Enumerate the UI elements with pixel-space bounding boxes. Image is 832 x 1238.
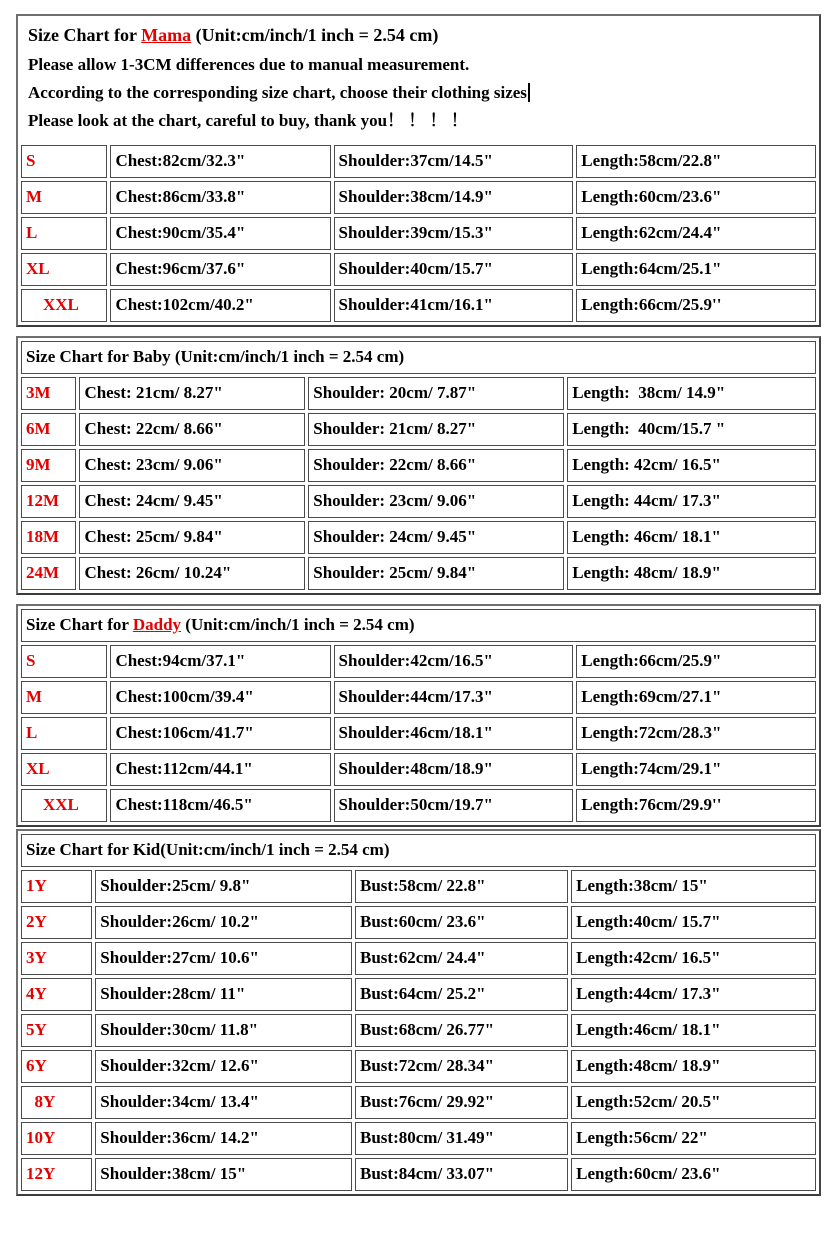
measurement-cell: Shoulder:34cm/ 13.4": [95, 1086, 352, 1119]
baby-size-table: [18, 338, 819, 593]
size-row: [21, 1086, 816, 1119]
size-row: [21, 1050, 816, 1083]
measurement-cell: Chest:100cm/39.4": [110, 681, 330, 714]
size-label-cell: 9M: [21, 449, 76, 482]
measurement-cell: Shoulder:37cm/14.5": [334, 145, 574, 178]
note-careful-to-buy: Please look at the chart, careful to buy, thank you！ ！ ！ ！: [28, 111, 468, 131]
measurement-cell: Chest:106cm/41.7": [110, 717, 330, 750]
size-chart-section-baby: [16, 336, 821, 595]
measurement-cell: Chest: 22cm/ 8.66": [79, 413, 305, 446]
measurement-cell: Chest:112cm/44.1": [110, 753, 330, 786]
size-label-cell: 12Y: [21, 1158, 92, 1191]
size-label-cell: 18M: [21, 521, 76, 554]
measurement-cell: Chest: 23cm/ 9.06": [79, 449, 305, 482]
measurement-cell: Length:46cm/ 18.1": [571, 1014, 816, 1047]
size-label-cell: 24M: [21, 557, 76, 590]
title-row: [21, 834, 816, 867]
size-row: [21, 906, 816, 939]
section-title-kid: [21, 834, 816, 867]
size-label-cell: 3M: [21, 377, 76, 410]
measurement-cell: Chest:90cm/35.4": [110, 217, 330, 250]
measurement-cell: Chest:102cm/40.2": [110, 289, 330, 322]
size-label-cell: L: [21, 717, 107, 750]
size-label-cell: XL: [21, 253, 107, 286]
title-text: Size Chart for Baby (Unit:cm/inch/1 inch = 2.54 cm): [26, 347, 405, 367]
size-label-cell: 6Y: [21, 1050, 92, 1083]
size-chart-section-kid: [16, 829, 821, 1196]
size-row: [21, 217, 816, 250]
measurement-cell: Length:40cm/ 15.7": [571, 906, 816, 939]
size-label-cell: 4Y: [21, 978, 92, 1011]
measurement-cell: Bust:76cm/ 29.92": [355, 1086, 568, 1119]
size-row: [21, 1014, 816, 1047]
size-row: [21, 521, 816, 554]
size-label-cell: XL: [21, 753, 107, 786]
size-row: [21, 978, 816, 1011]
measurement-cell: Chest: 25cm/ 9.84": [79, 521, 305, 554]
section-title-mama: [28, 24, 811, 47]
kid-size-table: [18, 831, 819, 1194]
title-text: (Unit:cm/inch/1 inch = 2.54 cm): [191, 25, 439, 45]
note-measurement-tolerance: Please allow 1-3CM differences due to manual measurement.: [28, 54, 470, 74]
measurement-cell: Length:62cm/24.4": [576, 217, 816, 250]
measurement-cell: Shoulder:30cm/ 11.8": [95, 1014, 352, 1047]
measurement-cell: Shoulder: 24cm/ 9.45": [308, 521, 564, 554]
size-label-cell: 1Y: [21, 870, 92, 903]
measurement-cell: Length:66cm/25.9'': [576, 289, 816, 322]
measurement-cell: Shoulder:38cm/ 15": [95, 1158, 352, 1191]
measurement-cell: Bust:80cm/ 31.49": [355, 1122, 568, 1155]
size-label-cell: M: [21, 681, 107, 714]
measurement-cell: Chest:118cm/46.5": [110, 789, 330, 822]
measurement-cell: Shoulder:26cm/ 10.2": [95, 906, 352, 939]
title-row: [21, 341, 816, 374]
measurement-cell: Length: 46cm/ 18.1": [567, 521, 816, 554]
daddy-size-table: [18, 606, 819, 825]
measurement-cell: Bust:64cm/ 25.2": [355, 978, 568, 1011]
title-highlight-link[interactable]: Mama: [141, 25, 192, 45]
size-label-cell: 3Y: [21, 942, 92, 975]
note-choose-sizes-text: According to the corresponding size chart, choose their clothing sizes: [28, 82, 527, 102]
measurement-cell: Shoulder:27cm/ 10.6": [95, 942, 352, 975]
size-row: [21, 485, 816, 518]
measurement-cell: Shoulder: 23cm/ 9.06": [308, 485, 564, 518]
size-label-cell: L: [21, 217, 107, 250]
size-row: [21, 1122, 816, 1155]
measurement-cell: Shoulder:44cm/17.3": [334, 681, 574, 714]
note-choose-sizes: [28, 83, 811, 103]
measurement-cell: Bust:72cm/ 28.34": [355, 1050, 568, 1083]
measurement-cell: Length:60cm/23.6": [576, 181, 816, 214]
size-row: [21, 1158, 816, 1191]
measurement-cell: Shoulder:46cm/18.1": [334, 717, 574, 750]
size-row: [21, 377, 816, 410]
measurement-cell: Shoulder: 25cm/ 9.84": [308, 557, 564, 590]
size-label-cell: 8Y: [21, 1086, 92, 1119]
size-row: [21, 942, 816, 975]
size-row: [21, 681, 816, 714]
size-label-cell: 10Y: [21, 1122, 92, 1155]
measurement-cell: Length: 42cm/ 16.5": [567, 449, 816, 482]
measurement-cell: Chest:86cm/33.8": [110, 181, 330, 214]
mama-notes-area: [18, 16, 819, 142]
size-row: [21, 181, 816, 214]
section-title-baby: [21, 341, 816, 374]
measurement-cell: Shoulder:28cm/ 11": [95, 978, 352, 1011]
size-row: [21, 449, 816, 482]
size-row: [21, 253, 816, 286]
measurement-cell: Shoulder:38cm/14.9": [334, 181, 574, 214]
size-row: [21, 789, 816, 822]
measurement-cell: Length:52cm/ 20.5": [571, 1086, 816, 1119]
measurement-cell: Length:66cm/25.9": [576, 645, 816, 678]
measurement-cell: Length:69cm/27.1": [576, 681, 816, 714]
text-cursor: [528, 83, 530, 102]
title-text: Size Chart for: [28, 25, 142, 45]
measurement-cell: Length:64cm/25.1": [576, 253, 816, 286]
title-text: Size Chart for Kid(Unit:cm/inch/1 inch = 2.54 cm): [26, 840, 390, 860]
size-label-cell: 6M: [21, 413, 76, 446]
measurement-cell: Length:76cm/29.9'': [576, 789, 816, 822]
measurement-cell: Bust:60cm/ 23.6": [355, 906, 568, 939]
size-label-cell: M: [21, 181, 107, 214]
size-label-cell: XXL: [21, 289, 107, 322]
measurement-cell: Shoulder:40cm/15.7": [334, 253, 574, 286]
size-row: [21, 645, 816, 678]
size-chart-section-mama: [16, 14, 821, 327]
measurement-cell: Shoulder:42cm/16.5": [334, 645, 574, 678]
measurement-cell: Chest:96cm/37.6": [110, 253, 330, 286]
measurement-cell: Shoulder: 21cm/ 8.27": [308, 413, 564, 446]
measurement-cell: Length: 38cm/ 14.9": [567, 377, 816, 410]
measurement-cell: Shoulder: 20cm/ 7.87": [308, 377, 564, 410]
size-label-cell: S: [21, 645, 107, 678]
title-text: Size Chart for: [26, 615, 133, 635]
size-label-cell: 12M: [21, 485, 76, 518]
measurement-cell: Bust:62cm/ 24.4": [355, 942, 568, 975]
measurement-cell: Bust:58cm/ 22.8": [355, 870, 568, 903]
measurement-cell: Length: 44cm/ 17.3": [567, 485, 816, 518]
measurement-cell: Chest: 24cm/ 9.45": [79, 485, 305, 518]
measurement-cell: Length: 48cm/ 18.9": [567, 557, 816, 590]
measurement-cell: Shoulder:32cm/ 12.6": [95, 1050, 352, 1083]
size-label-cell: XXL: [21, 789, 107, 822]
measurement-cell: Length:44cm/ 17.3": [571, 978, 816, 1011]
measurement-cell: Shoulder:41cm/16.1": [334, 289, 574, 322]
measurement-cell: Chest: 21cm/ 8.27": [79, 377, 305, 410]
size-row: [21, 413, 816, 446]
measurement-cell: Length:60cm/ 23.6": [571, 1158, 816, 1191]
measurement-cell: Length:42cm/ 16.5": [571, 942, 816, 975]
size-row: [21, 289, 816, 322]
size-label-cell: S: [21, 145, 107, 178]
size-row: [21, 557, 816, 590]
measurement-cell: Length:74cm/29.1": [576, 753, 816, 786]
size-label-cell: 2Y: [21, 906, 92, 939]
measurement-cell: Shoulder:48cm/18.9": [334, 753, 574, 786]
title-text: (Unit:cm/inch/1 inch = 2.54 cm): [181, 615, 415, 635]
measurement-cell: Length:58cm/22.8": [576, 145, 816, 178]
size-chart-section-daddy: [16, 604, 821, 827]
measurement-cell: Chest:82cm/32.3": [110, 145, 330, 178]
measurement-cell: Chest:94cm/37.1": [110, 645, 330, 678]
measurement-cell: Bust:68cm/ 26.77": [355, 1014, 568, 1047]
size-row: [21, 870, 816, 903]
measurement-cell: Length:38cm/ 15": [571, 870, 816, 903]
measurement-cell: Length: 40cm/15.7 ": [567, 413, 816, 446]
size-row: [21, 145, 816, 178]
mama-size-table: [18, 142, 819, 325]
title-row: [21, 609, 816, 642]
measurement-cell: Shoulder:50cm/19.7": [334, 789, 574, 822]
measurement-cell: Shoulder:36cm/ 14.2": [95, 1122, 352, 1155]
measurement-cell: Length:48cm/ 18.9": [571, 1050, 816, 1083]
size-label-cell: 5Y: [21, 1014, 92, 1047]
title-highlight-link[interactable]: Daddy: [132, 615, 182, 635]
section-title-daddy: [21, 609, 816, 642]
measurement-cell: Bust:84cm/ 33.07": [355, 1158, 568, 1191]
measurement-cell: Shoulder:39cm/15.3": [334, 217, 574, 250]
size-row: [21, 717, 816, 750]
measurement-cell: Length:72cm/28.3": [576, 717, 816, 750]
measurement-cell: Shoulder:25cm/ 9.8": [95, 870, 352, 903]
measurement-cell: Shoulder: 22cm/ 8.66": [308, 449, 564, 482]
measurement-cell: Chest: 26cm/ 10.24": [79, 557, 305, 590]
size-row: [21, 753, 816, 786]
measurement-cell: Length:56cm/ 22": [571, 1122, 816, 1155]
